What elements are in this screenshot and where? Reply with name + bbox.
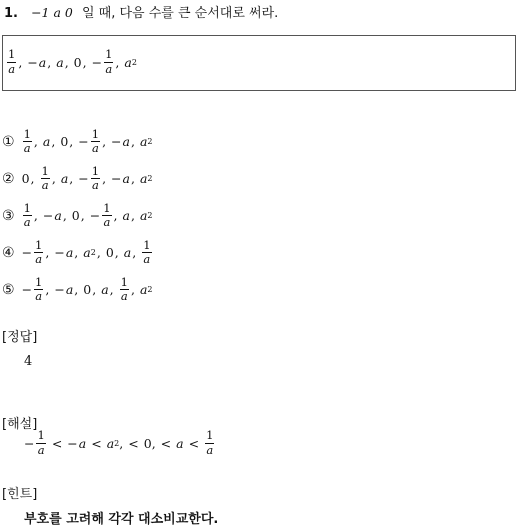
option-marker: ⑤ [2,281,15,298]
given-items [6,49,137,75]
option-item: a [60,171,69,186]
comma-separator: , [45,245,50,260]
comma-separator: , [62,208,67,223]
question-condition: −1 a 0 [31,5,73,20]
explanation-term: 0 , [143,435,156,451]
less-than-sign: < [91,435,102,451]
comma-separator: , [102,171,107,186]
given-item: − a [27,54,47,70]
comma-separator: , [33,208,38,223]
option-item: − $\frac{1}{a}$ [78,163,100,192]
option-item: a 2 [139,208,153,223]
given-item: a 2 [124,54,137,70]
comma-separator: , [74,245,79,260]
option-item: − a [42,208,62,223]
option-item: 0 [60,134,69,149]
comma-separator: , [33,134,38,149]
option-item: a 2 [139,282,153,297]
comma-separator: , [92,282,97,297]
option-item: a [122,208,130,223]
comma-separator: , [69,171,74,186]
option-item: 0 [83,282,92,297]
option-item: 0 [71,208,80,223]
comma-separator: , [47,54,52,70]
option-marker: ① [2,133,15,150]
comma-separator: , [102,134,107,149]
comma-separator: , [130,208,135,223]
option-item: 0 [21,171,30,186]
less-than-sign: < [188,435,200,451]
comma-separator: , [51,134,56,149]
comma-separator: , [130,134,135,149]
comma-separator: , [113,208,118,223]
given-item: a [56,54,64,70]
comma-separator: , [69,134,74,149]
hint-label: [힌트] [2,487,38,502]
explanation-term: a 2 , [106,435,124,451]
option-item: − a [111,171,130,186]
explanation-label: [해설] [2,417,38,432]
option-item: a 2 [139,171,153,186]
comma-separator: , [51,171,56,186]
option-item: a [42,134,51,149]
comma-separator: , [18,54,23,70]
explanation-term: a [176,435,184,451]
option-item: $\frac{1}{a}$ [120,274,128,303]
less-than-sign: < [128,435,139,451]
option-item: a 2 [139,134,153,149]
comma-separator: , [64,54,69,70]
hint-text: 부호를 고려해 각각 대소비교한다. [24,512,219,527]
comma-separator: , [114,245,119,260]
option-item: − $\frac{1}{a}$ [21,237,43,266]
comma-separator: , [82,54,87,70]
option-row[interactable] [2,123,153,160]
comma-separator: , [130,282,135,297]
option-item: $\frac{1}{a}$ [23,126,31,155]
option-item: a [101,282,109,297]
comma-separator: , [80,208,85,223]
option-item: − $\frac{1}{a}$ [78,126,100,155]
explanation-expression [24,430,215,456]
option-item: − a [54,282,74,297]
option-item: $\frac{1}{a}$ [143,237,151,266]
options-list [2,123,153,308]
answer-label: [정답] [2,330,38,345]
comma-separator: , [45,282,50,297]
option-item: a 2 [83,245,96,260]
explanation-term: − $\frac{1}{a}$ [24,428,45,457]
option-marker: ③ [2,207,15,224]
option-marker: ④ [2,244,15,261]
option-item: − a [54,245,74,260]
option-item: 0 [105,245,114,260]
option-item: − $\frac{1}{a}$ [21,274,43,303]
comma-separator: , [132,245,137,260]
option-item: a [123,245,132,260]
less-than-sign: < [160,435,172,451]
question-text: 일 때, 다음 수를 큰 순서대로 써라. [81,6,279,21]
comma-separator: , [109,282,114,297]
given-item: − $\frac{1}{a}$ [91,47,113,76]
comma-separator: , [96,245,101,260]
comma-separator: , [130,171,135,186]
option-item: − a [111,134,130,149]
question-number: 1. [4,6,18,21]
answer-value: 4 [24,354,33,369]
comma-separator: , [74,282,79,297]
given-item: $\frac{1}{a}$ [8,47,16,76]
option-row[interactable] [2,234,153,271]
option-item: − $\frac{1}{a}$ [89,200,111,229]
given-item: 0 [73,54,82,70]
option-row[interactable] [2,197,153,234]
question-header [4,2,278,21]
comma-separator: , [30,171,35,186]
less-than-sign: < [51,435,63,451]
option-row[interactable] [2,160,153,197]
option-item: $\frac{1}{a}$ [23,200,31,229]
explanation-term: $\frac{1}{a}$ [206,428,214,457]
option-marker: ② [2,170,15,187]
option-item: $\frac{1}{a}$ [41,163,49,192]
option-row[interactable] [2,271,153,308]
comma-separator: , [115,54,120,70]
explanation-term: − a [67,435,87,451]
